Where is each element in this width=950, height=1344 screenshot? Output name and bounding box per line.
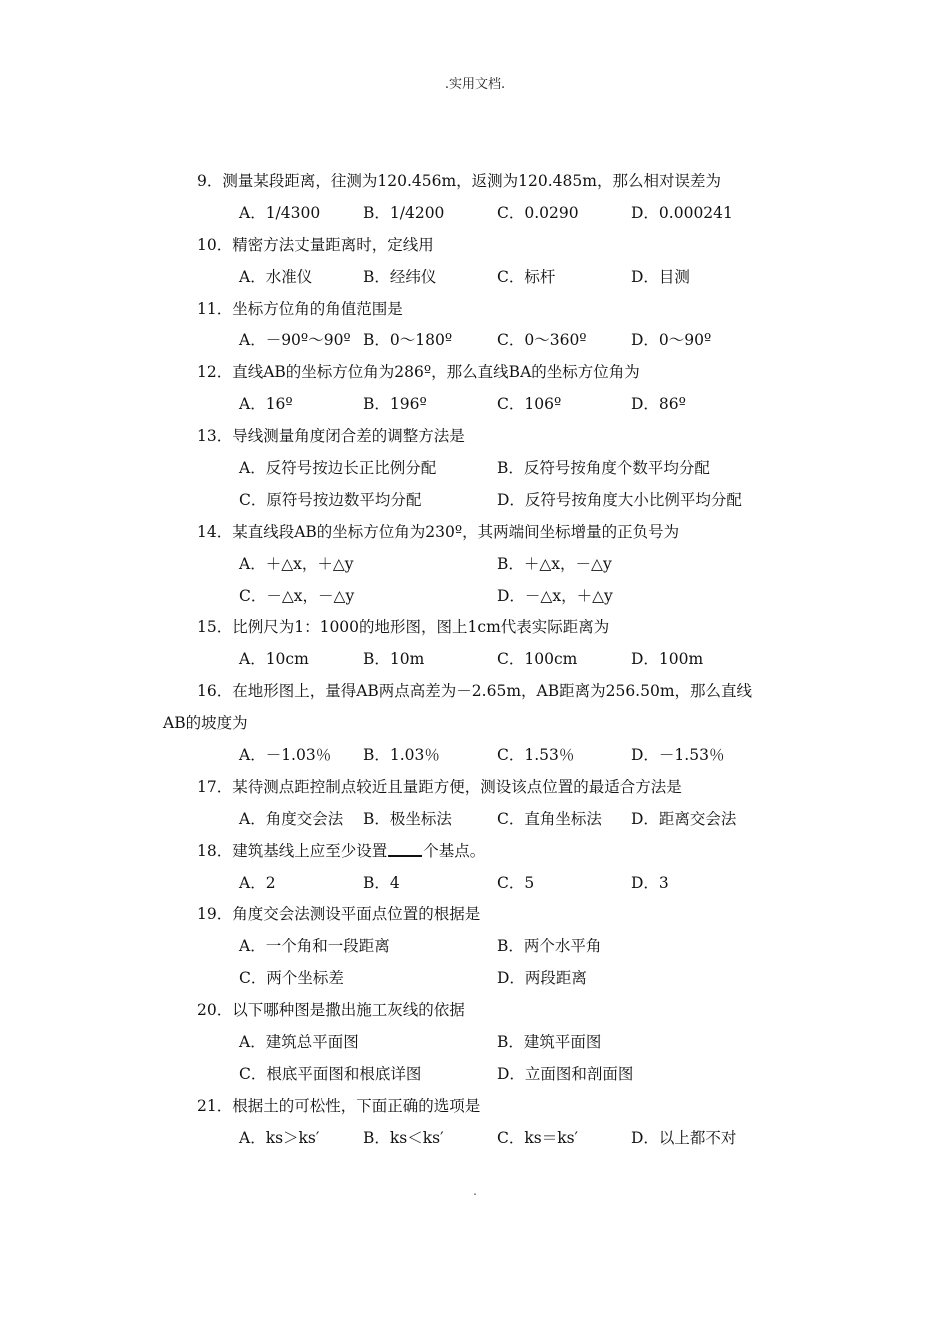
answer-option: B．反符号按角度个数平均分配	[497, 459, 710, 478]
question-text-after-blank: 个基点。	[423, 841, 486, 860]
answer-option: D．距离交会法	[631, 809, 737, 828]
option-row	[163, 868, 803, 900]
answer-option: D．两段距离	[497, 969, 587, 988]
option-row	[163, 262, 803, 294]
answer-option: C．－△x，－△y	[239, 586, 355, 605]
answer-option: B．0～180º	[363, 331, 453, 350]
answer-option: A．ks＞ks′	[239, 1128, 320, 1147]
question-stem: 10．精密方法丈量距离时，定线用	[197, 235, 434, 254]
answer-option: C．根底平面图和根底详图	[239, 1064, 422, 1083]
answer-option: B．＋△x，－△y	[497, 554, 612, 573]
answer-option: A．－90º～90º	[239, 331, 351, 350]
answer-option: C．0.0290	[497, 203, 579, 222]
answer-option: B．1.03％	[363, 746, 440, 765]
answer-option: B．196º	[363, 395, 427, 414]
option-row	[163, 740, 803, 772]
question-stem: 14．某直线段AB的坐标方位角为230º，其两端间坐标增量的正负号为	[197, 522, 680, 541]
answer-option: A．16º	[239, 395, 293, 414]
option-row	[163, 453, 803, 485]
option-row	[163, 963, 803, 995]
answer-option: D．3	[631, 873, 669, 892]
answer-option: C．标杆	[497, 267, 556, 286]
answer-option: C．1.53％	[497, 746, 575, 765]
option-row	[163, 931, 803, 963]
answer-option: B．10m	[363, 650, 425, 669]
answer-option: A．－1.03％	[239, 746, 332, 765]
answer-blank	[388, 839, 422, 857]
answer-option: A．水准仪	[239, 267, 313, 286]
answer-option: D．－1.53％	[631, 746, 725, 765]
option-row	[163, 1123, 803, 1155]
answer-option: B．极坐标法	[363, 809, 452, 828]
option-row	[163, 581, 803, 613]
answer-option: D．0.000241	[631, 203, 733, 222]
question-stem: 15．比例尺为1：1000的地形图，图上1cm代表实际距离为	[197, 618, 610, 637]
answer-option: C．直角坐标法	[497, 809, 602, 828]
answer-option: A．2	[239, 873, 276, 892]
answer-option: D．立面图和剖面图	[497, 1064, 634, 1083]
answer-option: A．反符号按边长正比例分配	[239, 459, 437, 478]
option-row	[163, 389, 803, 421]
answer-option: C．100cm	[497, 650, 578, 669]
question-stem: 19．角度交会法测设平面点位置的根据是	[197, 905, 481, 924]
question-stem: 9．测量某段距离，往测为120.456m，返测为120.485m，那么相对误差为	[197, 172, 721, 190]
question-list	[163, 166, 803, 1155]
answer-option: B．建筑平面图	[497, 1033, 602, 1052]
page-header: .实用文档.	[444, 77, 506, 92]
question-stem: 16．在地形图上，量得AB两点高差为－2.65m，AB距离为256.50m，那么直线	[197, 682, 753, 701]
question-stem: 11．坐标方位角的角值范围是	[197, 299, 403, 318]
question-stem: 13．导线测量角度闭合差的调整方法是	[197, 427, 465, 446]
answer-option: B．1/4200	[363, 203, 445, 222]
answer-option: B．4	[363, 873, 400, 892]
answer-option: A．1/4300	[239, 203, 321, 222]
question-text: 18．建筑基线上应至少设置	[197, 841, 388, 860]
option-row	[163, 644, 803, 676]
answer-option: A．建筑总平面图	[239, 1033, 359, 1052]
answer-option: D．反符号按角度大小比例平均分配	[497, 490, 742, 509]
option-row	[163, 198, 803, 230]
answer-option: C．106º	[497, 395, 562, 414]
answer-option: B．两个水平角	[497, 937, 602, 956]
answer-option: C．5	[497, 873, 535, 892]
page-footer: .	[473, 1184, 477, 1198]
answer-option: D．100m	[631, 650, 704, 669]
answer-option: C．两个坐标差	[239, 969, 344, 988]
answer-option: B．经纬仪	[363, 267, 437, 286]
question-stem	[163, 836, 803, 868]
option-row	[163, 325, 803, 357]
answer-option: A．角度交会法	[239, 809, 344, 828]
question-stem: 17．某待测点距控制点较近且量距方便，测设该点位置的最适合方法是	[197, 777, 682, 796]
option-row	[163, 804, 803, 836]
answer-option: C．0～360º	[497, 331, 587, 350]
option-row	[163, 485, 803, 517]
question-stem: 21．根据土的可松性，下面正确的选项是	[197, 1096, 481, 1115]
answer-option: D．以上都不对	[631, 1128, 737, 1147]
option-row	[163, 549, 803, 581]
answer-option: C．ks＝ks′	[497, 1128, 579, 1147]
answer-option: D．0～90º	[631, 331, 712, 350]
answer-option: D．86º	[631, 395, 686, 414]
question-stem-continuation: AB的坡度为	[163, 714, 248, 733]
answer-option: C．原符号按边数平均分配	[239, 490, 422, 509]
answer-option: A．一个角和一段距离	[239, 937, 390, 956]
question-stem: 12．直线AB的坐标方位角为286º，那么直线BA的坐标方位角为	[197, 363, 640, 382]
answer-option: D．目测	[631, 267, 690, 286]
question-stem: 20．以下哪种图是撒出施工灰线的依据	[197, 1001, 465, 1020]
answer-option: A．＋△x，＋△y	[239, 554, 354, 573]
answer-option: D．－△x，＋△y	[497, 586, 613, 605]
answer-option: A．10cm	[239, 650, 309, 669]
option-row	[163, 1027, 803, 1059]
answer-option: B．ks＜ks′	[363, 1128, 444, 1147]
option-row	[163, 1059, 803, 1091]
